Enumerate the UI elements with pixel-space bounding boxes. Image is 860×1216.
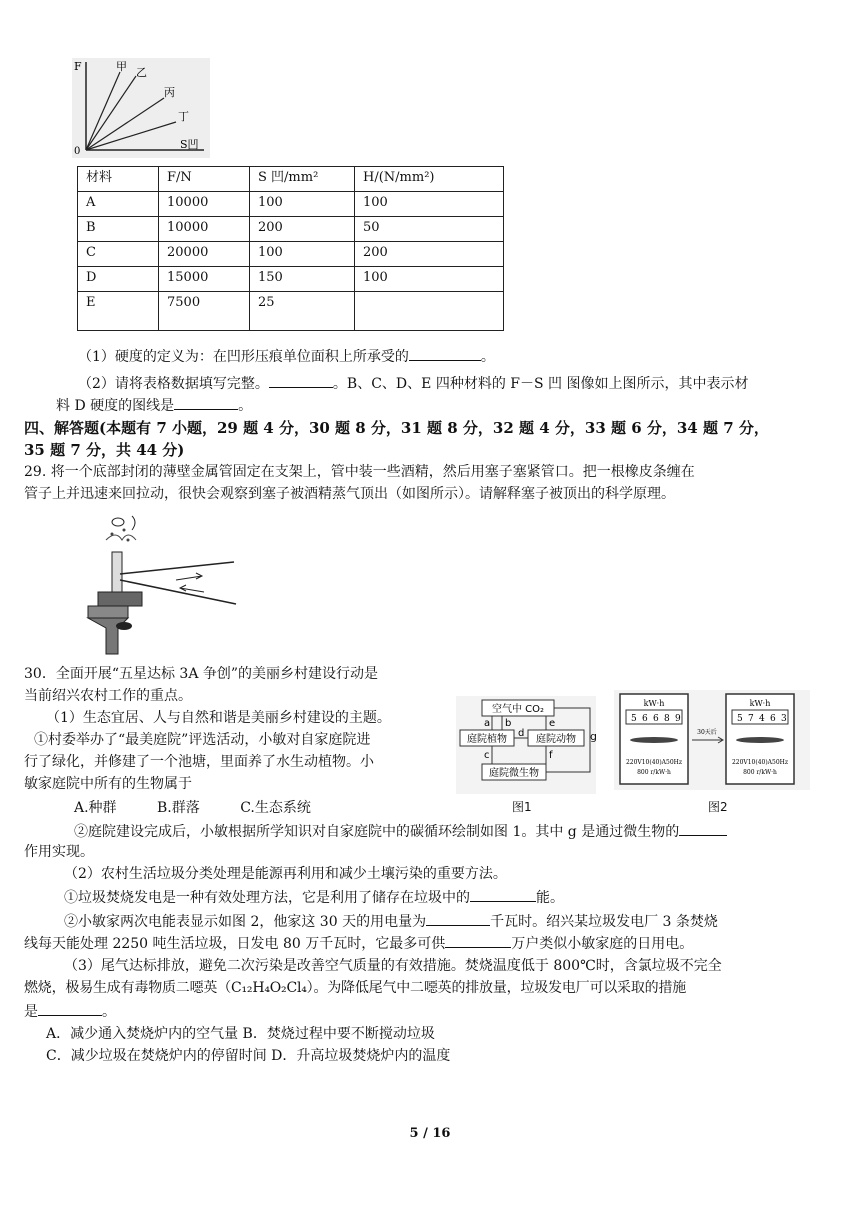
arrow-label: 30天后: [697, 729, 717, 736]
table-cell: 7500: [159, 292, 250, 331]
q28-part1: （1）硬度的定义为：在凹形压痕单位面积上所承受的 。: [56, 345, 820, 367]
option-c[interactable]: C.生态系统: [240, 800, 311, 816]
table-cell: 10000: [159, 192, 250, 217]
q30-part1-a: ①村委举办了“最美庭院”评选活动，小敏对自家庭院进: [34, 732, 371, 748]
svg-text:220V10(40)A50Hz: 220V10(40)A50Hz: [625, 759, 683, 766]
table-cell: 25: [250, 292, 355, 331]
table-cell: 10000: [159, 217, 250, 242]
q30-part2-a: ①垃圾焚烧发电是一种有效处理方法，它是利用了储存在垃圾中的 能。: [42, 886, 820, 908]
origin-label: 0: [74, 146, 81, 157]
garden-plant-box: 庭院植物: [467, 734, 507, 745]
table-cell: 20000: [159, 242, 250, 267]
garden-microbe-box: 庭院微生物: [489, 768, 539, 779]
section-heading-cont: 35 题 7 分，共 44 分): [24, 441, 185, 459]
unit-label: kW·h: [643, 699, 665, 708]
table-cell: 100: [355, 192, 504, 217]
answer-blank[interactable]: [445, 932, 511, 948]
q30-text: 敏家庭院中所有的生物属于: [24, 776, 192, 792]
table-cell: 15000: [159, 267, 250, 292]
q29-text-cont: 管子上并迅速来回拉动，很快会观察到塞子被酒精蒸气顶出（如图所示）。请解释塞子被顶出的科学原理。: [24, 486, 675, 502]
svg-text:5: 5: [631, 714, 637, 724]
table-cell: 200: [355, 242, 504, 267]
figure2-caption: 图2: [708, 800, 728, 814]
svg-text:800 r/kW·h: 800 r/kW·h: [637, 769, 671, 776]
table-cell: B: [78, 217, 159, 242]
q30-part1: （1）生态宜居、人与自然和谐是美丽乡村建设的主题。: [46, 710, 391, 726]
table-cell: 200: [250, 217, 355, 242]
option-a[interactable]: A.种群: [74, 800, 117, 816]
label-e: e: [549, 718, 556, 729]
table-cell: 100: [250, 192, 355, 217]
f-s-graph: [72, 58, 210, 158]
table-header-cell: 材料: [78, 167, 159, 192]
svg-text:6: 6: [770, 714, 776, 724]
label-f: f: [549, 750, 553, 761]
metal-tube-apparatus-illustration: [84, 510, 244, 656]
section-heading: 四、解答题(本题有 7 小题，29 题 4 分，30 题 8 分，31 题 8 分，32 题 4 分，33 题 6 分，34 题 7 分，: [24, 419, 769, 437]
table-row: [78, 267, 504, 292]
line-label-yi: 乙: [136, 66, 147, 79]
table-cell: 100: [250, 242, 355, 267]
y-axis-label: F: [74, 60, 82, 73]
air-co2-box: 空气中 CO₂: [491, 704, 545, 715]
table-header-cell: F/N: [159, 167, 250, 192]
svg-text:7: 7: [748, 714, 754, 724]
line-label-jia: 甲: [116, 60, 127, 73]
q30-options-ab[interactable]: A．减少通入焚烧炉内的空气量 B．焚烧过程中要不断搅动垃圾: [46, 1026, 435, 1042]
hardness-table: [77, 166, 504, 331]
table-header-row: [78, 167, 504, 192]
table-cell: 50: [355, 217, 504, 242]
table-cell: E: [78, 292, 159, 331]
svg-text:6: 6: [642, 714, 648, 724]
label-b: b: [505, 718, 512, 729]
label-c: c: [484, 750, 490, 761]
answer-blank[interactable]: [426, 910, 490, 926]
q29-text: 29. 将一个底部封闭的薄壁金属管固定在支架上，管中装一些酒精，然后用塞子塞紧管口。把一根橡皮条缠在: [24, 464, 695, 480]
svg-text:3: 3: [781, 714, 787, 724]
label-g: g: [590, 730, 597, 743]
svg-text:6: 6: [653, 714, 659, 724]
q30-text: 作用实现。: [24, 844, 94, 860]
line-label-bing: 丙: [164, 86, 175, 99]
svg-text:220V10(40)A50Hz: 220V10(40)A50Hz: [731, 759, 789, 766]
q30-text: 是 。: [24, 1000, 820, 1022]
answer-blank[interactable]: [679, 820, 727, 836]
q28-part2: （2）请将表格数据填写完整。 。B、C、D、E 四种材料的 F－S 凹 图像如上图所示，其中表示材: [56, 372, 820, 394]
q30-part2: （2）农村生活垃圾分类处理是能源再利用和减少土壤污染的重要方法。: [64, 866, 507, 882]
x-axis-label: S凹: [180, 138, 199, 151]
electricity-meter-diagram: [614, 690, 810, 790]
table-cell: 150: [250, 267, 355, 292]
garden-animal-box: 庭院动物: [536, 734, 576, 745]
answer-blank[interactable]: [470, 886, 536, 902]
table-cell: A: [78, 192, 159, 217]
label-a: a: [484, 718, 491, 729]
q30-text: 行了绿化，并修建了一个池塘，里面养了水生动植物。小: [24, 754, 374, 770]
q30-text: 燃烧，极易生成有毒物质二噁英（C₁₂H₄O₂Cl₄）。为降低尾气中二噁英的排放量，垃圾发电厂可以采取的措施: [24, 980, 687, 996]
table-header-cell: H/(N/mm²): [355, 167, 504, 192]
q30-text: 30．全面开展“五星达标 3A 争创”的美丽乡村建设行动是: [24, 666, 379, 682]
table-cell: 100: [355, 267, 504, 292]
q30-part3: （3）尾气达标排放，避免二次污染是改善空气质量的有效措施。焚烧温度低于 800℃时，含氯垃圾不完全: [64, 958, 722, 974]
label-d: d: [518, 728, 525, 739]
answer-blank[interactable]: [38, 1000, 102, 1016]
table-cell: D: [78, 267, 159, 292]
option-b[interactable]: B.群落: [157, 800, 200, 816]
q30-text: 线每天能处理 2250 吨生活垃圾，日发电 80 万千瓦时，它最多可供 万户类似小敏家庭的日用电。: [24, 932, 820, 954]
table-row: [78, 217, 504, 242]
table-row: [78, 292, 504, 331]
table-header-cell: S 凹/mm²: [250, 167, 355, 192]
q30-part2-b: ②小敏家两次电能表显示如图 2，他家这 30 天的用电量为 千瓦时。绍兴某垃圾发电厂 3 条焚烧: [42, 910, 820, 932]
page-number: 5 / 16: [409, 1126, 451, 1141]
line-label-ding: 丁: [178, 110, 189, 123]
svg-text:8: 8: [664, 714, 670, 724]
carbon-cycle-diagram: [456, 696, 596, 794]
q28-part2-cont: 料 D 硬度的图线是 。: [56, 394, 820, 416]
answer-blank[interactable]: [269, 372, 333, 388]
svg-text:9: 9: [675, 714, 681, 724]
svg-text:800 r/kW·h: 800 r/kW·h: [743, 769, 777, 776]
svg-text:kW·h: kW·h: [749, 699, 771, 708]
table-row: [78, 192, 504, 217]
table-cell: C: [78, 242, 159, 267]
svg-text:5: 5: [737, 714, 743, 724]
q30-options-cd[interactable]: C．减少垃圾在焚烧炉内的停留时间 D．升高垃圾焚烧炉内的温度: [46, 1048, 451, 1064]
answer-blank[interactable]: [409, 345, 481, 361]
q30-part1-b: ②庭院建设完成后，小敏根据所学知识对自家庭院中的碳循环绘制如图 1。其中 g 是通过微生物的: [52, 820, 820, 842]
figure1-caption: 图1: [512, 800, 532, 814]
answer-blank[interactable]: [174, 394, 238, 410]
q30-text: 当前绍兴农村工作的重点。: [24, 688, 192, 704]
table-row: [78, 242, 504, 267]
svg-text:4: 4: [759, 714, 765, 724]
blank-answer-cell[interactable]: [355, 292, 504, 331]
